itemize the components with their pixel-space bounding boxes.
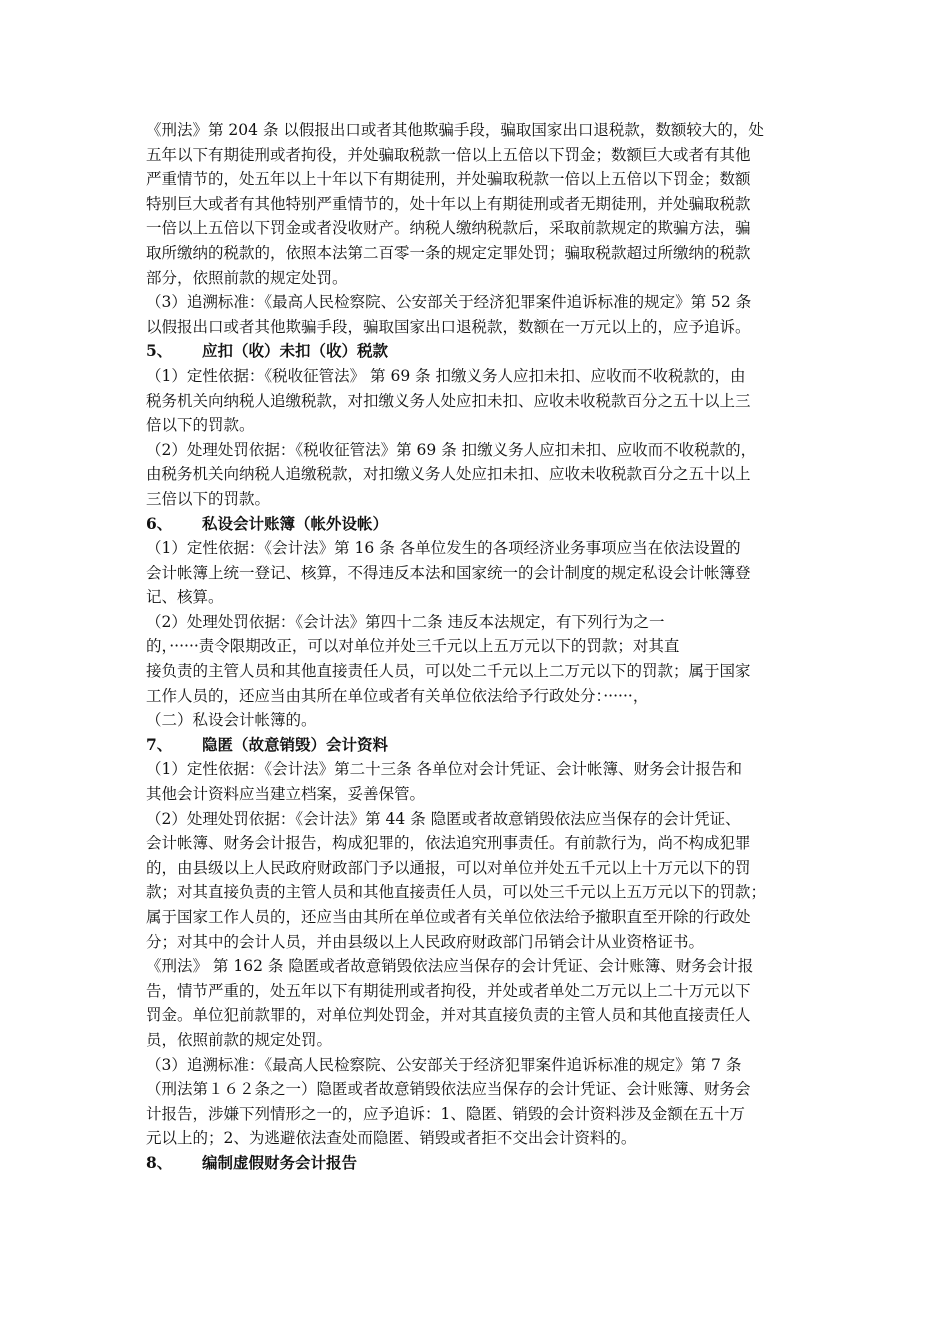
section-title: 编制虚假财务会计报告	[202, 1152, 358, 1172]
text-line: 取所缴纳的税款的，依照本法第二百零一条的规定定罪处罚；骗取税款超过所缴纳的税款	[146, 243, 751, 262]
text-line: （2）处理处罚依据：《会计法》第 44 条 隐匿或者故意销毁依法应当保存的会计凭证、	[146, 809, 741, 828]
text-line: （1）定性依据：《会计法》第 16 条 各单位发生的各项经济业务事项应当在依法设置的	[146, 539, 741, 558]
text-line: 会计帐簿上统一登记、核算，不得违反本法和国家统一的会计制度的规定私设会计帐簿登	[146, 563, 751, 582]
section-heading	[146, 339, 826, 364]
text-line: 记、核算。	[146, 588, 224, 607]
text-line: 接负责的主管人员和其他直接责任人员，可以处二千元以上二万元以下的罚款；属于国家	[146, 662, 751, 681]
text-line: 由税务机关向纳税人追缴税款，对扣缴义务人处应扣未扣、应收未收税款百分之五十以上	[146, 465, 751, 484]
section-heading	[146, 733, 826, 758]
text-line: 分；对其中的会计人员，并由县级以上人民政府财政部门吊销会计从业资格证书。	[146, 932, 705, 951]
text-line: （二）私设会计帐簿的。	[146, 711, 317, 730]
text-line: 以假报出口或者其他欺骗手段，骗取国家出口退税款，数额在一万元以上的，应予追诉。	[146, 317, 751, 336]
section-heading	[146, 1151, 826, 1176]
text-line: 部分，依照前款的规定处罚。	[146, 268, 348, 287]
text-line: 三倍以下的罚款。	[146, 489, 271, 508]
text-line: 款；对其直接负责的主管人员和其他直接责任人员，可以处三千元以上五万元以下的罚款；	[146, 883, 767, 902]
text-line: 严重情节的，处五年以上十年以下有期徒刑，并处骗取税款一倍以上五倍以下罚金；数额	[146, 170, 751, 189]
text-line: 罚金。单位犯前款罪的，对单位判处罚金，并对其直接负责的主管人员和其他直接责任人	[146, 1006, 751, 1025]
text-line: 《刑法》第 204 条 以假报出口或者其他欺骗手段，骗取国家出口退税款，数额较大的，处	[146, 121, 764, 139]
text-line: 的，······责令限期改正，可以对单位并处三千元以上五万元以下的罚款；对其直	[146, 637, 680, 656]
text-line: （2）处理处罚依据：《会计法》第四十二条 违反本法规定，有下列行为之一	[146, 612, 665, 631]
section-title: 私设会计账簿（帐外设帐）	[202, 513, 389, 533]
section-heading	[146, 512, 826, 537]
text-line: （1）定性依据：《税收征管法》 第 69 条 扣缴义务人应扣未扣、应收而不收税款的，由	[146, 366, 746, 385]
section-number: 5、	[146, 341, 173, 361]
text-line: 《刑法》 第 162 条 隐匿或者故意销毁依法应当保存的会计凭证、会计账簿、财务会计报	[146, 957, 754, 976]
text-line: 税务机关向纳税人追缴税款，对扣缴义务人处应扣未扣、应收未收税款百分之五十以上三	[146, 391, 751, 410]
text-line: 工作人员的，还应当由其所在单位或者有关单位依法给予行政处分：······，	[146, 686, 649, 705]
text-line: 五年以下有期徒刑或者拘役，并处骗取税款一倍以上五倍以下罚金；数额巨大或者有其他	[146, 145, 751, 164]
text-line: 会计帐簿、财务会计报告，构成犯罪的，依法追究刑事责任。有前款行为，尚不构成犯罪	[146, 834, 751, 853]
text-line: （1）定性依据：《会计法》第二十三条 各单位对会计凭证、会计帐簿、财务会计报告和	[146, 760, 743, 779]
text-line: 一倍以上五倍以下罚金或者没收财产。纳税人缴纳税款后，采取前款规定的欺骗方法，骗	[146, 219, 751, 238]
section-title: 隐匿（故意销毁）会计资料	[202, 734, 389, 754]
section-number: 6、	[146, 513, 173, 533]
text-line: 告，情节严重的，处五年以下有期徒刑或者拘役，并处或者单处二万元以上二十万元以下	[146, 981, 751, 1000]
text-line: （3）追溯标准：《最高人民检察院、公安部关于经济犯罪案件追诉标准的规定》第 52 条	[146, 293, 752, 312]
section-number: 8、	[146, 1152, 173, 1172]
text-line: 元以上的；2、为逃避依法查处而隐匿、销毁或者拒不交出会计资料的。	[146, 1129, 637, 1148]
text-line: 其他会计资料应当建立档案，妥善保管。	[146, 785, 426, 804]
text-line: （刑法第１６２条之一）隐匿或者故意销毁依法应当保存的会计凭证、会计账簿、财务会	[146, 1080, 751, 1099]
document-page	[146, 118, 826, 1176]
text-line: （2）处理处罚依据：《税收征管法》第 69 条 扣缴义务人应扣未扣、应收而不收税款的，	[146, 440, 757, 459]
section-number: 7、	[146, 734, 173, 754]
text-line: 计报告，涉嫌下列情形之一的，应予追诉：1、隐匿、销毁的会计资料涉及金额在五十万	[146, 1104, 745, 1123]
text-line: 员，依照前款的规定处罚。	[146, 1030, 333, 1049]
text-line: （3）追溯标准：《最高人民检察院、公安部关于经济犯罪案件追诉标准的规定》第 7 条	[146, 1055, 742, 1074]
text-line: 的，由县级以上人民政府财政部门予以通报，可以对单位并处五千元以上十万元以下的罚	[146, 858, 751, 877]
text-line: 倍以下的罚款。	[146, 416, 255, 435]
text-line: 属于国家工作人员的，还应当由其所在单位或者有关单位依法给予撤职直至开除的行政处	[146, 908, 751, 926]
section-title: 应扣（收）未扣（收）税款	[202, 341, 389, 361]
text-line: 特别巨大或者有其他特别严重情节的，处十年以上有期徒刑或者无期徒刑，并处骗取税款	[146, 194, 751, 213]
